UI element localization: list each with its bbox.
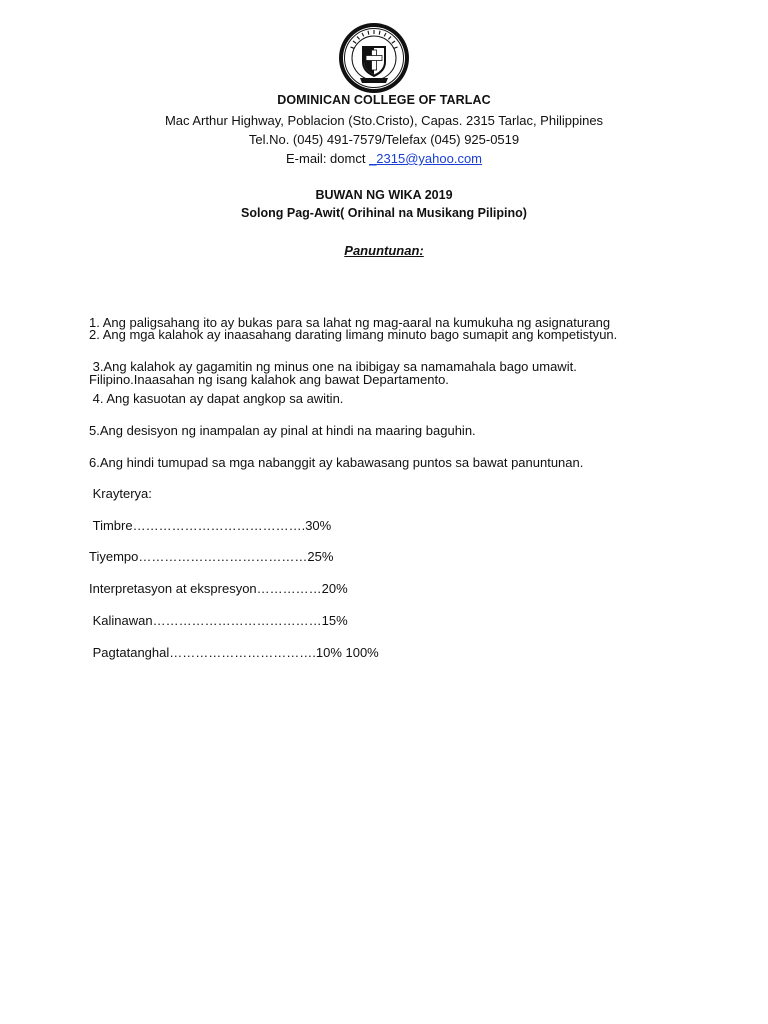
rule-item-1-line-1: 1. Ang paligsahang ito ay bukas para sa lahat ng mag-aaral na kumukuha ng asignaturang xyxy=(89,315,611,330)
school-address: Mac Arthur Highway, Poblacion (Sto.Cristo), Capas. 2315 Tarlac, Philippines xyxy=(164,113,604,128)
criteria-item-kalinawan: Kalinawan…………………………………15% xyxy=(89,613,348,628)
criteria-item-tiyempo: Tiyempo…………………………………25% xyxy=(89,549,334,564)
rule-item-3: 3.Ang kalahok ay gagamitin ng minus one na ibibigay sa namamahala bago umawit. xyxy=(89,359,577,374)
school-seal-logo xyxy=(338,22,410,94)
event-subtitle: Solong Pag-Awit( Orihinal na Musikang Pilipino) xyxy=(241,206,527,220)
rule-item-4: 4. Ang kasuotan ay dapat angkop sa awitin. xyxy=(89,391,344,406)
school-telephone: Tel.No. (045) 491-7579/Telefax (045) 925-0519 xyxy=(248,132,520,147)
school-name: DOMINICAN COLLEGE OF TARLAC xyxy=(277,93,491,107)
school-email xyxy=(0,149,768,168)
email-label: E-mail: domct xyxy=(285,151,370,166)
criteria-heading: Krayterya: xyxy=(89,486,152,501)
criteria-item-pagtatanghal: Pagtatanghal…………………………….10% 100% xyxy=(89,645,379,660)
rule-item-5: 5.Ang desisyon ng inampalan ay pinal at hindi na maaring baguhin. xyxy=(89,423,476,438)
rules-heading: Panuntunan: xyxy=(344,243,424,258)
rule-item-6: 6.Ang hindi tumupad sa mga nabanggit ay kabawasang puntos sa bawat panuntunan. xyxy=(89,455,584,470)
rule-item-1-line-2: Filipino.Inaasahan ng isang kalahok ang bawat Departamento. xyxy=(89,372,449,387)
criteria-item-interpretasyon: Interpretasyon at ekspresyon……………20% xyxy=(89,581,348,596)
email-link[interactable]: _2315@yahoo.com xyxy=(369,151,482,166)
criteria-item-timbre: Timbre………………………………….30% xyxy=(89,518,332,533)
event-title: BUWAN NG WIKA 2019 xyxy=(315,188,453,202)
rule-item-2: 2. Ang mga kalahok ay inaasahang darating limang minuto bago sumapit ang kompetistyun. xyxy=(89,327,618,342)
